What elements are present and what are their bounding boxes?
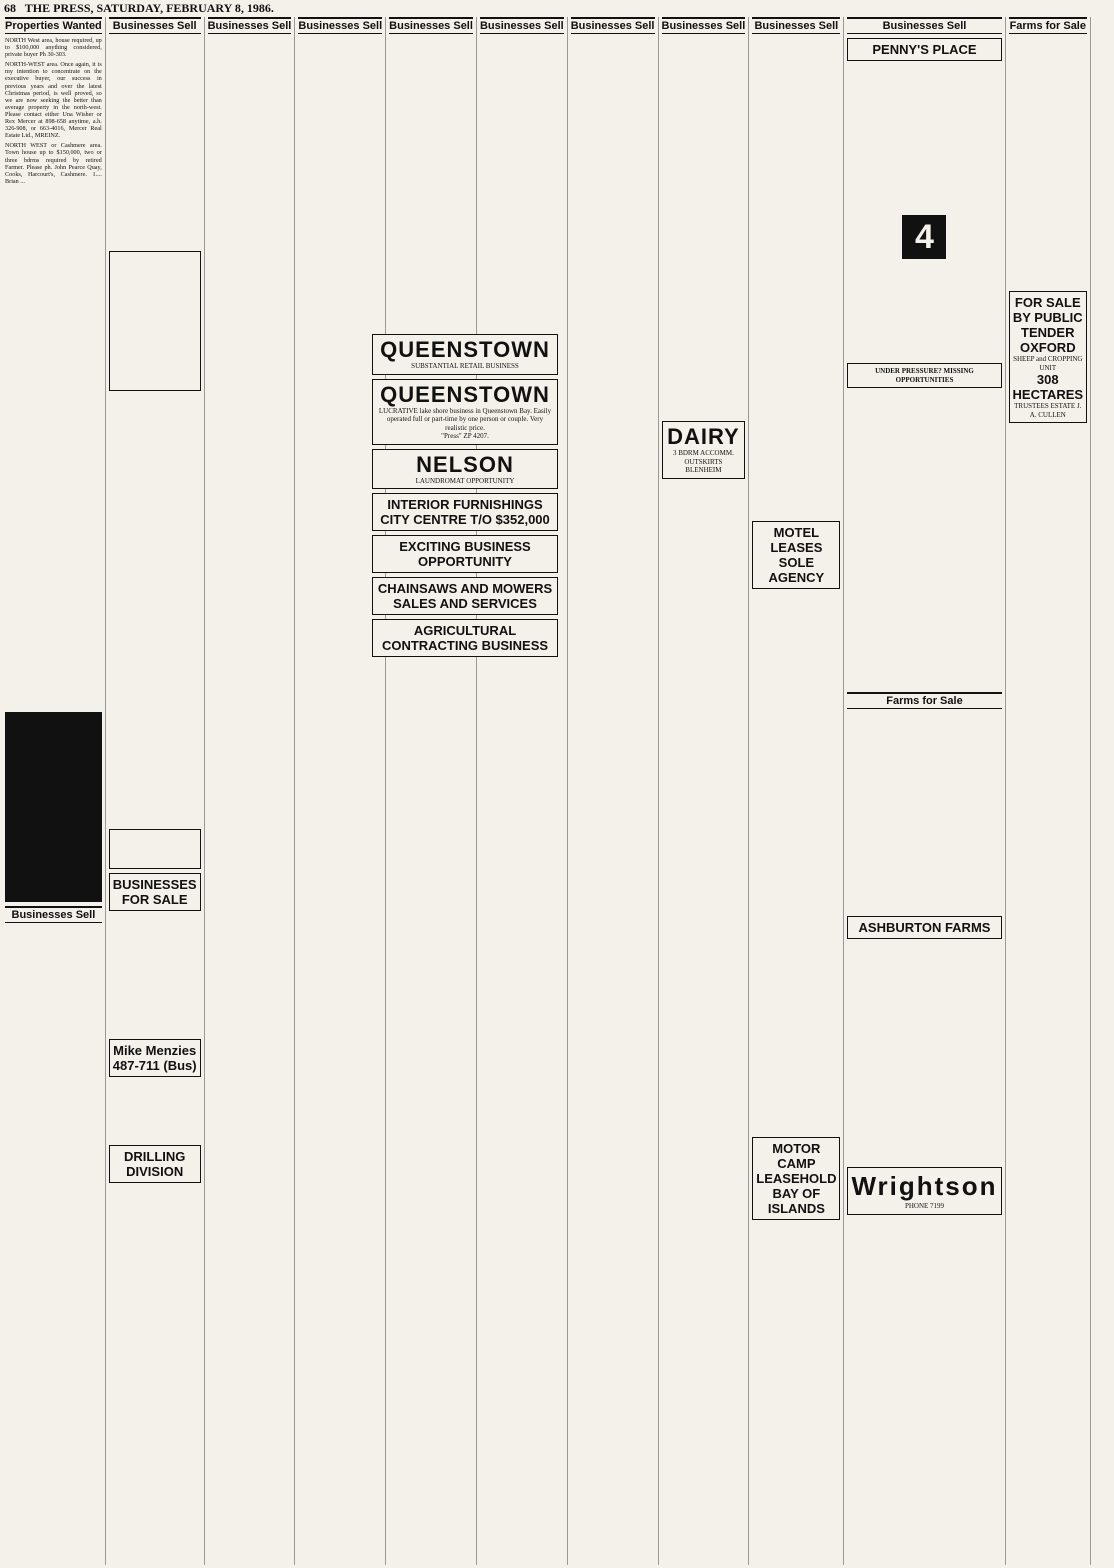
listing-body [1009,37,1088,287]
column-5 [386,17,477,1565]
exciting-business-ad [372,535,558,573]
listing-body [752,37,840,517]
column-4 [295,17,386,1565]
tender-ad [1009,291,1088,423]
ad-phone: PHONE 7199 [904,1202,945,1210]
wrightson-ad [847,1167,1001,1215]
listing-body [208,37,292,1537]
column-heading: Businesses Sell [752,17,840,34]
ad-title: NELSON [416,451,514,477]
column-heading: Businesses Sell [109,17,201,34]
listing-body [571,37,655,1537]
ad-sub3: 308 HECTARES [1012,372,1084,402]
harcourts-ad [109,251,201,391]
listing-body [847,259,1001,359]
listing: NORTH-WEST area. Once again, it is my intention to concentrate on the executive buyer, our success in previous years and over the latest Christmas period, is well proved, so we are now seeking the better than average property in the north-west. Please contact either Una Wisher or Rex Mercer at 898-658 anytime, a.h. 326-908, or 663-4016, Mercer Real Estate Ltd., MREINZ. [5,61,102,140]
column-11 [1006,17,1092,1565]
column-8 [659,17,750,1565]
four-logo: 4 [902,215,946,259]
column-3 [205,17,296,1565]
ad-title: CHAINSAWS AND MOWERS SALES AND SERVICES [377,581,553,611]
column-heading: Businesses Sell [480,17,564,34]
column-2 [106,17,205,1565]
ad-reply: "Press" ZP 4207. [441,432,489,440]
listing-body [109,1081,201,1141]
column-heading: Farms for Sale [1009,17,1088,34]
motel-lease-ad [752,521,840,589]
ad-sub: 3 BDRM ACCOMM. OUTSKIRTS BLENHEIM [672,449,734,474]
ad-title: UNDER PRESSURE? MISSING OPPORTUNITIES [875,367,974,384]
pennys-place-ad [847,38,1001,61]
ad-title: EXCITING BUSINESS OPPORTUNITY [399,539,531,569]
column-heading: Businesses Sell [571,17,655,34]
ad-title: INTERIOR FURNISHINGS CITY CENTRE T/O $352,000 [380,497,550,527]
agricultural-ad [372,619,558,657]
ad-body: LUCRATIVE lake shore business in Queenstown Bay. Easily operated full or part-time by one person or couple. Very realistic price. [378,406,552,432]
businesses-for-sale-ad [109,873,201,911]
listing-body [109,915,201,1035]
listing-body [389,37,473,337]
column-6 [477,17,568,1565]
listing: NORTH West area, house required, up to $100,000 anything considered, private buyer Ph 30-303. [5,37,102,59]
listing-body [847,392,1001,692]
classified-grid [2,17,1112,1565]
queenstown-retail-ad [372,334,558,375]
listing-body [847,943,1001,1163]
ad-title: Wrightson [851,1171,998,1201]
page-number: 68 [4,1,16,15]
column-10 [844,17,1005,1565]
dairy-ad [662,421,746,479]
ad-title: DAIRY [667,424,740,449]
ad-title: ASHBURTON FARMS [858,920,991,935]
column-heading: Businesses Sell [389,17,473,34]
listing-body [5,188,102,708]
listing-body [109,1187,201,1287]
listing-body [1094,17,1109,1517]
ad-title: AGRICULTURAL CONTRACTING BUSINESS [381,623,549,653]
column-7 [568,17,659,1565]
ad-title: DRILLING DIVISION [123,1149,186,1179]
column-heading: Businesses Sell [5,906,102,923]
ad-sub: LAUNDROMAT OPPORTUNITY [415,476,515,485]
column-heading: Properties Wanted [5,17,102,34]
ad-title: MOTOR CAMP LEASEHOLD BAY OF ISLANDS [756,1141,837,1216]
ad-title: BUSINESSES FOR SALE [112,877,197,907]
column-9 [749,17,844,1565]
column-heading: Businesses Sell [208,17,292,34]
listing-body [1009,427,1088,1427]
ashburton-farms-ad [847,916,1001,939]
selling-ad [5,712,102,902]
column-heading: Businesses Sell [662,17,746,34]
drilling-ad [109,1145,201,1183]
column-heading: Businesses Sell [298,17,382,34]
ad-title: QUEENSTOWN [380,337,550,362]
ad-title: QUEENSTOWN [380,381,550,407]
interior-furnishings-ad [372,493,558,531]
four-logo-wrap [847,215,1001,259]
column-heading: Businesses Sell [847,17,1001,34]
ad-sub2: SHEEP and CROPPING UNIT [1013,355,1083,372]
listing: NORTH WEST or Cashmere area. Town house up to $150,000, two or three bdrms required by retired Farmer. Please ph. John Pearce Quay, Cooks, Harcourt's, Cashmere. 1.... Brian ... [5,142,102,185]
ad-phone: 487-711 (Bus) [112,1058,197,1073]
wide-ad-column [372,330,558,661]
ad-sub4: TRUSTEES ESTATE J. A. CULLEN [1014,402,1082,419]
listing-body [847,65,1001,215]
mike-menzies-ad [109,1039,201,1077]
column-heading: Farms for Sale [847,692,1001,709]
listing-body [298,37,382,1537]
column-12 [1091,17,1112,1565]
ad-title: FOR SALE BY PUBLIC TENDER [1012,295,1083,340]
under-pressure-ad [847,363,1001,388]
ad-sub: OXFORD [1019,340,1076,355]
masthead-title: THE PRESS, SATURDAY, FEBRUARY 8, 1986. [24,1,274,15]
listing-body [752,1224,840,1524]
motor-camp-ad [752,1137,840,1220]
listing-body [480,37,564,337]
listing-body [5,926,102,1326]
pasley-ad [109,829,201,869]
ad-title: Mike Menzies [113,1043,197,1058]
masthead [0,0,1114,16]
ad-sub: SUBSTANTIAL RETAIL BUSINESS [411,362,519,370]
listing-body [847,712,1001,912]
chainsaws-ad [372,577,558,615]
ad-title: PENNY'S PLACE [872,42,977,57]
listing-body [752,593,840,1133]
column-1 [2,17,106,1565]
listing-body [109,395,201,825]
listing-body [662,37,746,417]
listing-body [109,37,201,247]
queenstown-lake-ad [372,379,558,445]
ad-title: MOTEL LEASES SOLE AGENCY [768,525,825,585]
nelson-laundromat-ad [372,449,558,490]
listing-body [662,483,746,1483]
